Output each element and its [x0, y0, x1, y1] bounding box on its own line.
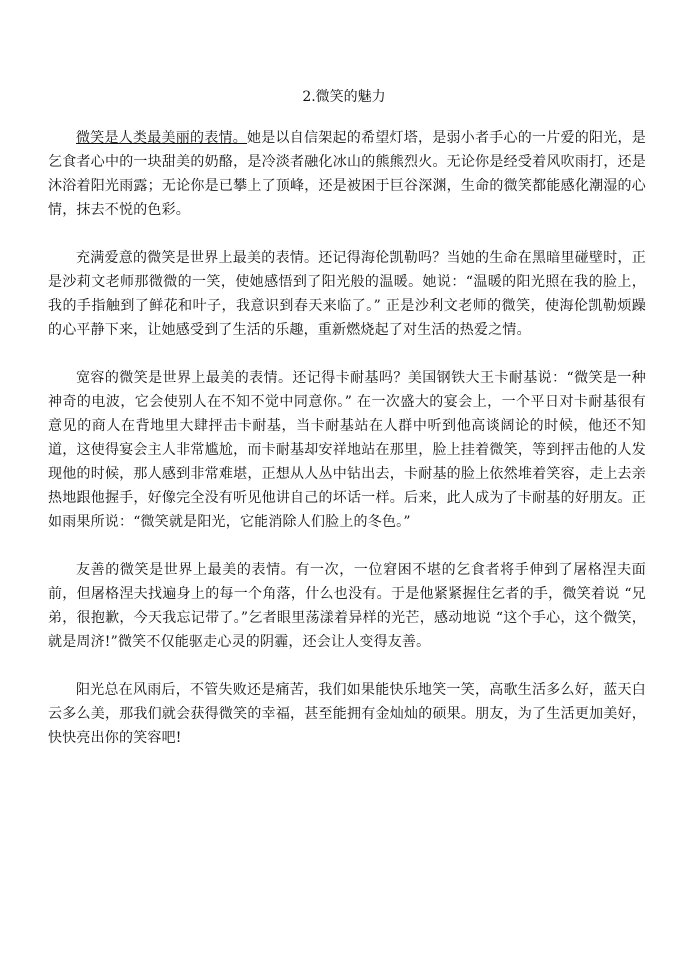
paragraph-5: 阳光总在风雨后，不管失败还是痛苦，我们如果能快乐地笑一笑，高歌生活多么好，蓝天白云多么美，那我们就会获得微笑的幸福，甚至能拥有金灿灿的硕果。朋友，为了生活更加美好，快快亮出你的笑容吧!: [48, 682, 646, 746]
paragraph-1-text: 她是以自信架起的希望灯塔，是弱小者手心的一片爱的阳光，是乞食者心中的一块甜美的奶酪，是冷淡者融化冰山的熊熊烈火。无论你是经受着风吹雨打，还是沐浴着阳光雨露；无论你是已攀上了顶峰，还是被困于巨谷深渊，生命的微笑都能感化潮湿的心情，抹去不悦的色彩。: [48, 130, 646, 218]
paragraph-1: [48, 126, 646, 222]
paragraph-2: 充满爱意的微笑是世界上最美的表情。还记得海伦凯勒吗？当她的生命在黑暗里碰壁时，正是沙莉文老师那微微的一笑，使她感悟到了阳光般的温暖。她说：“温暖的阳光照在我的脸上，我的手指触到了鲜花和叶子，我意识到春天来临了。” 正是沙利文老师的微笑，使海伦凯勒烦躁的心平静下来，让她感受到了生活的乐趣，重新燃烧起了对生活的热爱之情。: [48, 250, 646, 338]
paragraph-3: 宽容的微笑是世界上最美的表情。还记得卡耐基吗？美国钢铁大王卡耐基说：“微笑是一种神奇的电波，它会使别人在不知不觉中同意你。” 在一次盛大的宴会上，一个平日对卡耐基很有意见的商人在背地里大肆抨击卡耐基，当卡耐基站在人群中听到他高谈阔论的时候，他还不知道，这使得宴会主人非常尴尬，而卡耐基却安祥地站在那里，脸上挂着微笑，等到抨击他的人发现他的时候，那人感到非常难堪，正想从人丛中钻出去，卡耐基的脸上依然堆着笑容，走上去亲热地跟他握手，好像完全没有听见他讲自己的坏话一样。后来，此人成为了卡耐基的好朋友。正如雨果所说：“微笑就是阳光，它能消除人们脸上的冬色。”: [48, 370, 646, 530]
document-body: [48, 126, 646, 774]
paragraph-1-underlined-lead: 微笑是人类最美丽的表情。: [76, 130, 248, 146]
document-title: 2.微笑的魅力: [302, 89, 386, 105]
paragraph-4: 友善的微笑是世界上最美的表情。有一次，一位窘困不堪的乞食者将手伸到了屠格涅夫面前，但屠格涅夫找遍身上的每一个角落，什么也没有。于是他紧紧握住乞者的手，微笑着说 “兄弟，很抱歉，今天我忘记带了。”乞者眼里荡漾着异样的光芒，感动地说 “这个手心，这个微笑，就是周济!”微笑不仅能驱走心灵的阴霾，还会让人变得友善。: [48, 562, 646, 650]
